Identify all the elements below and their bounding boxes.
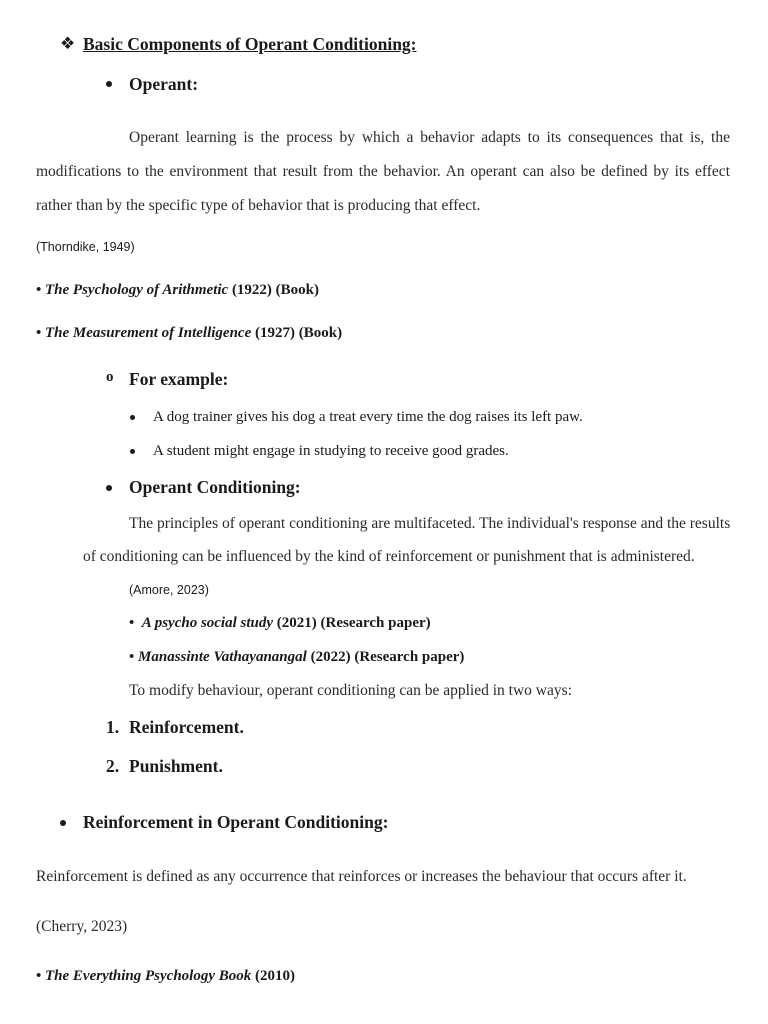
citation-cherry: (Cherry, 2023): [36, 918, 128, 935]
list-item-reinforcement: Reinforcement.: [129, 717, 244, 737]
list-number: 2.: [106, 756, 120, 776]
list-number: 1.: [106, 717, 120, 737]
paragraph-line: The principles of operant conditioning are multifaceted. The individual's response and the results: [129, 515, 731, 532]
citation-thorndike: (Thorndike, 1949): [36, 240, 135, 254]
diamond-bullet-icon: ❖: [60, 34, 76, 53]
list-item: A student might engage in studying to receive good grades.: [153, 443, 509, 459]
list-item: A dog trainer gives his dog a treat every time the dog raises its left paw.: [153, 409, 583, 425]
reference-item: • The Measurement of Intelligence (1927) (Book): [36, 325, 343, 341]
circle-bullet-icon: o: [106, 369, 114, 385]
reinforcement-paragraph: Reinforcement is defined as any occurrence that reinforces or increases the behaviour that occurs after it.: [36, 868, 687, 885]
section-title-reinforcement: Reinforcement in Operant Conditioning:: [83, 812, 389, 832]
page-title: Basic Components of Operant Conditioning:: [83, 34, 417, 54]
list-item-punishment: Punishment.: [129, 756, 223, 776]
paragraph-line: of conditioning can be influenced by the kind of reinforcement or punishment that is administered.: [83, 548, 695, 565]
reference-item: • A psycho social study (2021) (Research paper): [129, 615, 431, 631]
bullet-dot-icon: [130, 449, 135, 454]
operant-paragraph: Operant learning is the process by which a behavior adapts to its consequences that is, the modifications to the environment that result from the behavior. An operant can also be defined by its effect rather than by the specific type of behavior that is producing that effect.: [36, 129, 730, 214]
reference-item: • Manassinte Vathayanangal (2022) (Research paper): [129, 649, 465, 665]
section-title-operant-conditioning: Operant Conditioning:: [129, 477, 301, 497]
bullet-dot-icon: [106, 485, 112, 491]
section-title-example: For example:: [129, 369, 229, 389]
reference-item: • The Everything Psychology Book (2010): [36, 968, 296, 984]
reference-item: • The Psychology of Arithmetic (1922) (Book): [36, 282, 320, 298]
citation-amore: (Amore, 2023): [129, 583, 209, 597]
ways-intro-text: To modify behaviour, operant conditioning can be applied in two ways:: [129, 682, 572, 699]
bullet-dot-icon: [130, 415, 135, 420]
operant-conditioning-paragraph: [83, 515, 730, 566]
bullet-dot-icon: [106, 81, 112, 87]
bullet-dot-icon: [60, 820, 66, 826]
section-title-operant: Operant:: [129, 74, 199, 94]
